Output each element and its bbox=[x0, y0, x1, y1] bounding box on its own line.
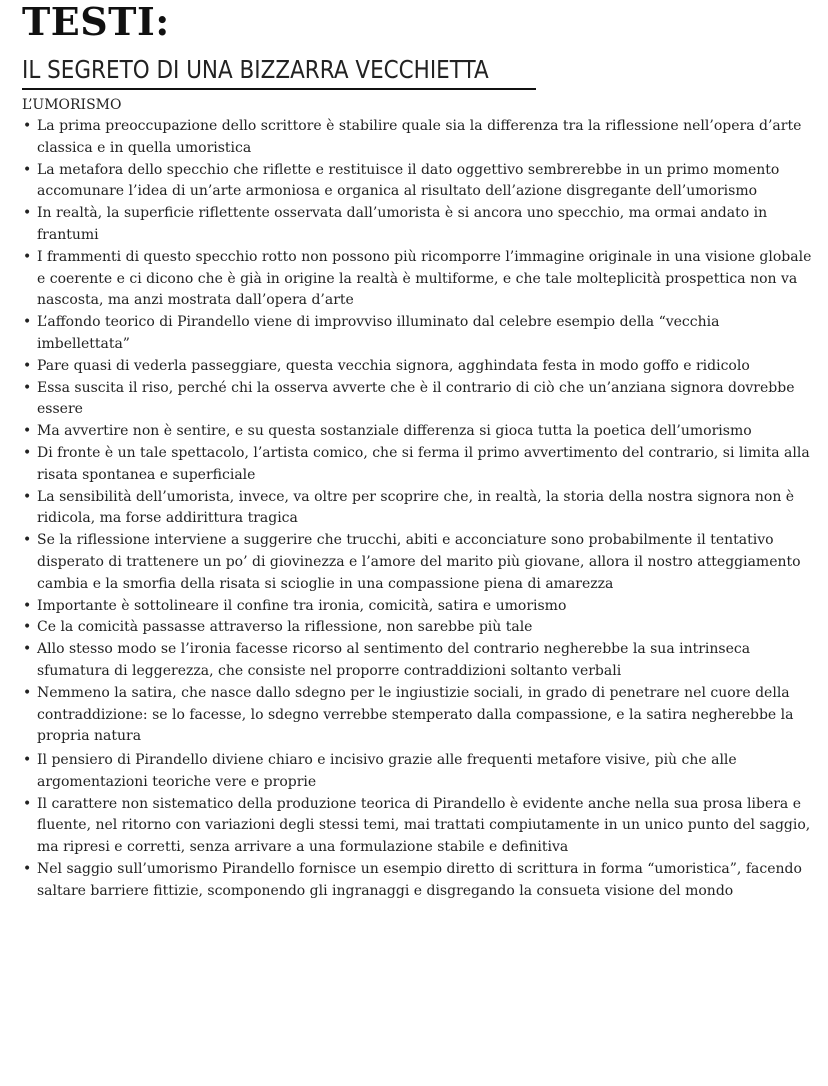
subtitle-underline bbox=[22, 54, 536, 90]
bullet-item: • Nel saggio sull’umorismo Pirandello fornisce un esempio diretto di scrittura in forma “umoristica”, facendo saltare barriere fittizie, scomponendo gli ingranaggi e disgregando la consueta visione del mondo bbox=[22, 859, 812, 903]
bullet-item: • Nemmeno la satira, che nasce dallo sdegno per le ingiustizie sociali, in grado di penetrare nel cuore della contraddizione: se lo facesse, lo sdegno verrebbe stemperato dalla compassione, e la satira negherebbe la propria natura bbox=[22, 683, 812, 748]
bullet-item: • La sensibilità dell’umorista, invece, va oltre per scoprire che, in realtà, la storia della nostra signora non è ridicola, ma forse addirittura tragica bbox=[22, 487, 812, 531]
bullet-item: • Allo stesso modo se l’ironia facesse ricorso al sentimento del contrario negherebbe la sua intrinseca sfumatura di leggerezza, che consiste nel proporre contraddizioni soltanto verbali bbox=[22, 639, 812, 683]
document-subtitle: IL SEGRETO DI UNA BIZZARRA VECCHIETTA bbox=[22, 55, 489, 84]
bullet-item: • Il carattere non sistematico della produzione teorica di Pirandello è evidente anche nella sua prosa libera e fluente, nel ritorno con variazioni degli stessi temi, mai trattati compiutamente in un unico punto del saggio, ma ripresi e corretti, senza arrivare a una formulazione stabile e definitiva bbox=[22, 794, 812, 859]
section-label: L’UMORISMO bbox=[22, 97, 122, 113]
bullet-item: • Importante è sottolineare il confine tra ironia, comicità, satira e umorismo bbox=[22, 596, 812, 618]
bullet-item: • Essa suscita il riso, perché chi la osserva avverte che è il contrario di ciò che un’anziana signora dovrebbe essere bbox=[22, 378, 812, 422]
bullet-item: • Di fronte è un tale spettacolo, l’artista comico, che si ferma il primo avvertimento del contrario, si limita alla risata spontanea e superficiale bbox=[22, 443, 812, 487]
bullet-item: • La metafora dello specchio che riflette e restituisce il dato oggettivo sembrerebbe in un primo momento accomunare l’idea di un’arte armoniosa e organica al risultato dell’azione disgregante dell’umorismo bbox=[22, 160, 812, 204]
bullet-item: • Pare quasi di vederla passeggiare, questa vecchia signora, agghindata festa in modo goffo e ridicolo bbox=[22, 356, 812, 378]
bullet-item: • In realtà, la superficie riflettente osservata dall’umorista è si ancora uno specchio, ma ormai andato in frantumi bbox=[22, 203, 812, 247]
bullet-item: • Ce la comicità passasse attraverso la riflessione, non sarebbe più tale bbox=[22, 617, 812, 639]
bullet-item: • Il pensiero di Pirandello diviene chiaro e incisivo grazie alle frequenti metafore visive, più che alle argomentazioni teoriche vere e proprie bbox=[22, 750, 812, 794]
bullet-list-secondary bbox=[22, 750, 812, 903]
bullet-item: • L’affondo teorico di Pirandello viene di improvviso illuminato dal celebre esempio della “vecchia imbellettata” bbox=[22, 312, 812, 356]
page-heading: TESTI: bbox=[22, 0, 170, 44]
bullet-item: • Ma avvertire non è sentire, e su questa sostanziale differenza si gioca tutta la poetica dell’umorismo bbox=[22, 421, 812, 443]
bullet-item: • Se la riflessione interviene a suggerire che trucchi, abiti e acconciature sono probabilmente il tentativo disperato di trattenere un po’ di giovinezza e l’amore del marito più giovane, allora il nostro atteggiamento cambia e la smorfia della risata si scioglie in una compassione piena di amarezza bbox=[22, 530, 812, 595]
bullet-list-main bbox=[22, 116, 812, 748]
bullet-item: • La prima preoccupazione dello scrittore è stabilire quale sia la differenza tra la riflessione nell’opera d’arte classica e in quella umoristica bbox=[22, 116, 812, 160]
bullet-item: • I frammenti di questo specchio rotto non possono più ricomporre l’immagine originale in una visione globale e coerente e ci dicono che è già in origine la realtà è multiforme, e che tale molteplicità prospettica non va nascosta, ma anzi mostrata dall’opera d’arte bbox=[22, 247, 812, 312]
